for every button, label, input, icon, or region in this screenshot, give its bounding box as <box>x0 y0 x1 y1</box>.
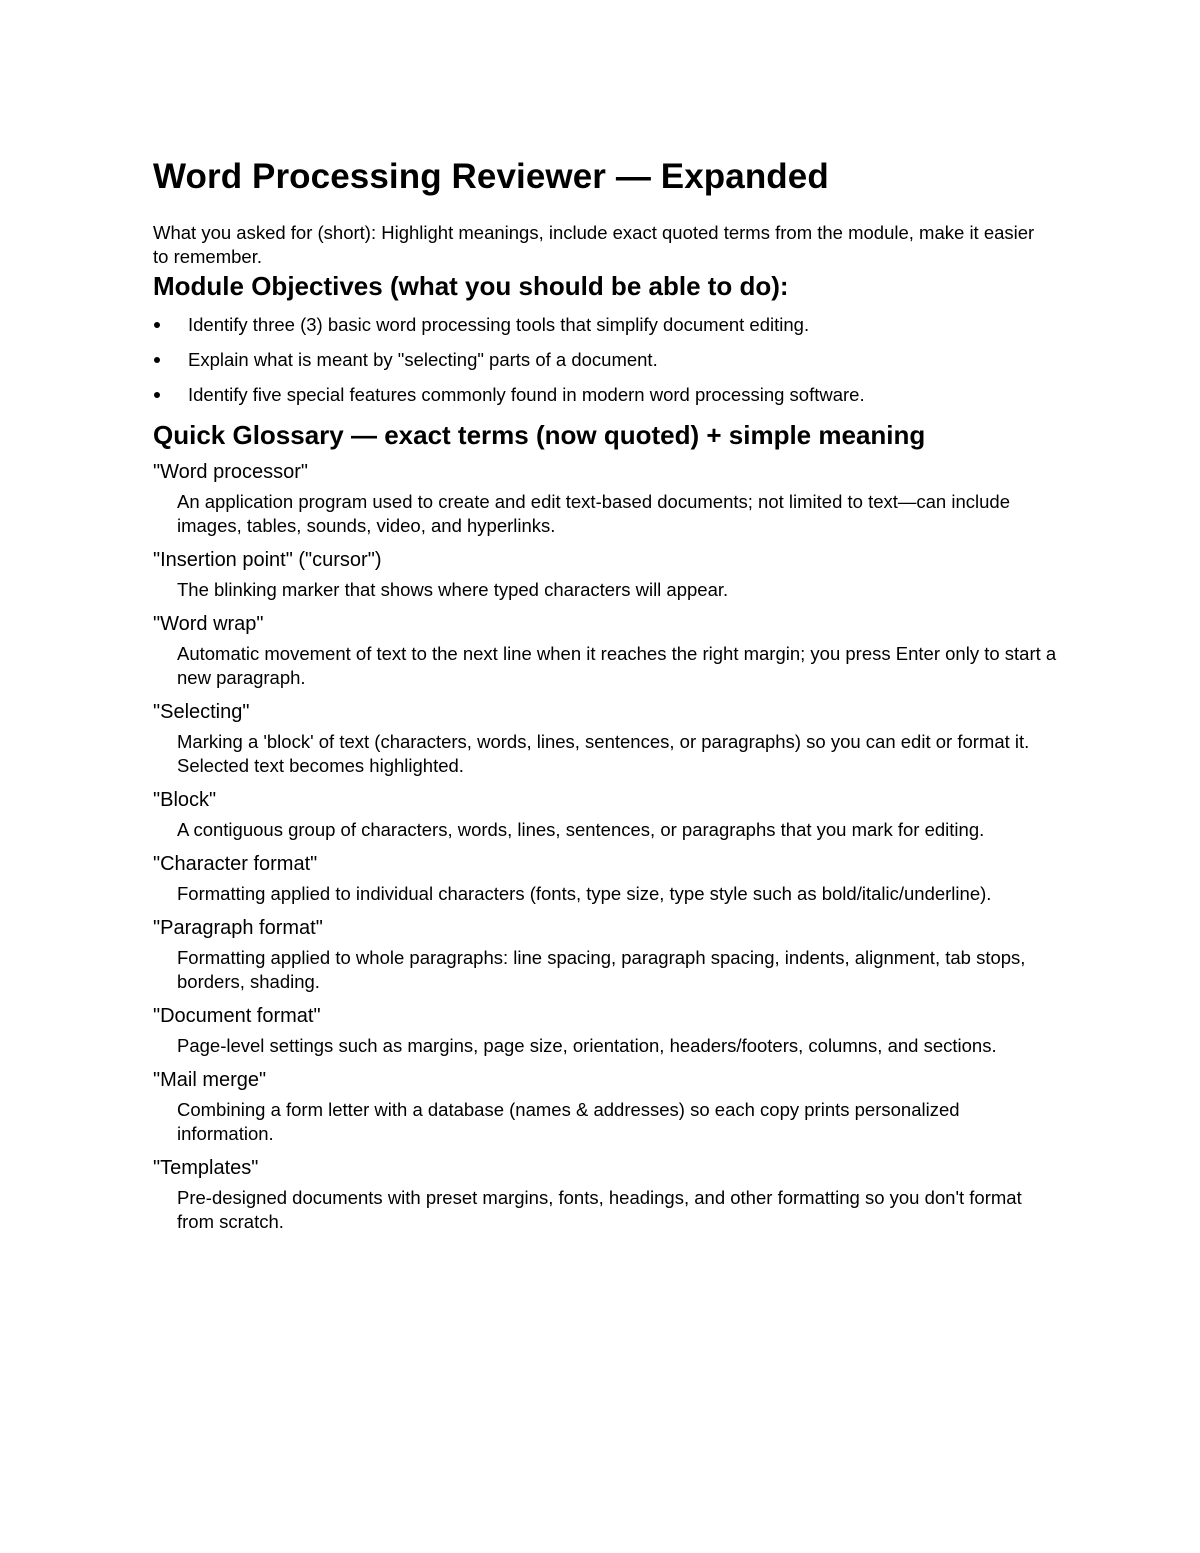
glossary-term: "Mail merge" <box>153 1069 267 1091</box>
glossary-definition: Pre-designed documents with preset margins, fonts, headings, and other formatting so you don't format from scratch. <box>177 1187 1022 1232</box>
glossary-definition: Formatting applied to individual characters (fonts, type size, type style such as bold/italic/underline). <box>177 883 992 904</box>
objective-text: Identify three (3) basic word processing tools that simplify document editing. <box>188 314 810 335</box>
list-item <box>153 383 1053 407</box>
intro-text: What you asked for (short): Highlight meanings, include exact quoted terms from the module, make it easier to remember. <box>153 222 1035 267</box>
objective-text: Explain what is meant by "selecting" parts of a document. <box>188 349 658 370</box>
glossary-definition: Automatic movement of text to the next line when it reaches the right margin; you press Enter only to start a new paragraph. <box>177 643 1057 688</box>
objective-text: Identify five special features commonly found in modern word processing software. <box>188 384 865 405</box>
objectives-heading: Module Objectives (what you should be able to do): <box>153 271 789 301</box>
glossary-term: "Document format" <box>153 1005 321 1027</box>
glossary-definition: Page-level settings such as margins, page size, orientation, headers/footers, columns, and sections. <box>177 1035 997 1056</box>
glossary-definition: Formatting applied to whole paragraphs: line spacing, paragraph spacing, indents, alignment, tab stops, borders, shading. <box>177 947 1026 992</box>
bullet-icon <box>154 357 160 363</box>
glossary-term: "Insertion point" ("cursor") <box>153 549 382 571</box>
glossary-definition: The blinking marker that shows where typed characters will appear. <box>177 579 729 600</box>
glossary-term: "Selecting" <box>153 701 250 723</box>
glossary-term: "Block" <box>153 789 217 811</box>
glossary-term: "Character format" <box>153 853 318 875</box>
glossary-heading: Quick Glossary — exact terms (now quoted) + simple meaning <box>153 420 926 450</box>
glossary-definition: An application program used to create and edit text-based documents; not limited to text—can include images, tables, sounds, video, and hyperlinks. <box>177 491 1010 536</box>
glossary-definition: A contiguous group of characters, words, lines, sentences, or paragraphs that you mark for editing. <box>177 819 985 840</box>
list-item <box>153 348 1053 372</box>
glossary-term: "Paragraph format" <box>153 917 323 939</box>
glossary-term: "Templates" <box>153 1157 259 1179</box>
glossary-term: "Word wrap" <box>153 613 264 635</box>
glossary-definition: Combining a form letter with a database (names & addresses) so each copy prints personalized information. <box>177 1099 960 1144</box>
glossary-definition: Marking a 'block' of text (characters, words, lines, sentences, or paragraphs) so you can edit or format it. Selected text becomes highlighted. <box>177 731 1030 776</box>
objectives-list <box>153 313 1053 407</box>
glossary-list <box>153 459 1057 1234</box>
document-page <box>153 150 1057 1243</box>
glossary-term: "Word processor" <box>153 461 308 483</box>
page-title: Word Processing Reviewer — Expanded <box>153 157 829 196</box>
bullet-icon <box>154 392 160 398</box>
bullet-icon <box>154 322 160 328</box>
list-item <box>153 313 1053 337</box>
